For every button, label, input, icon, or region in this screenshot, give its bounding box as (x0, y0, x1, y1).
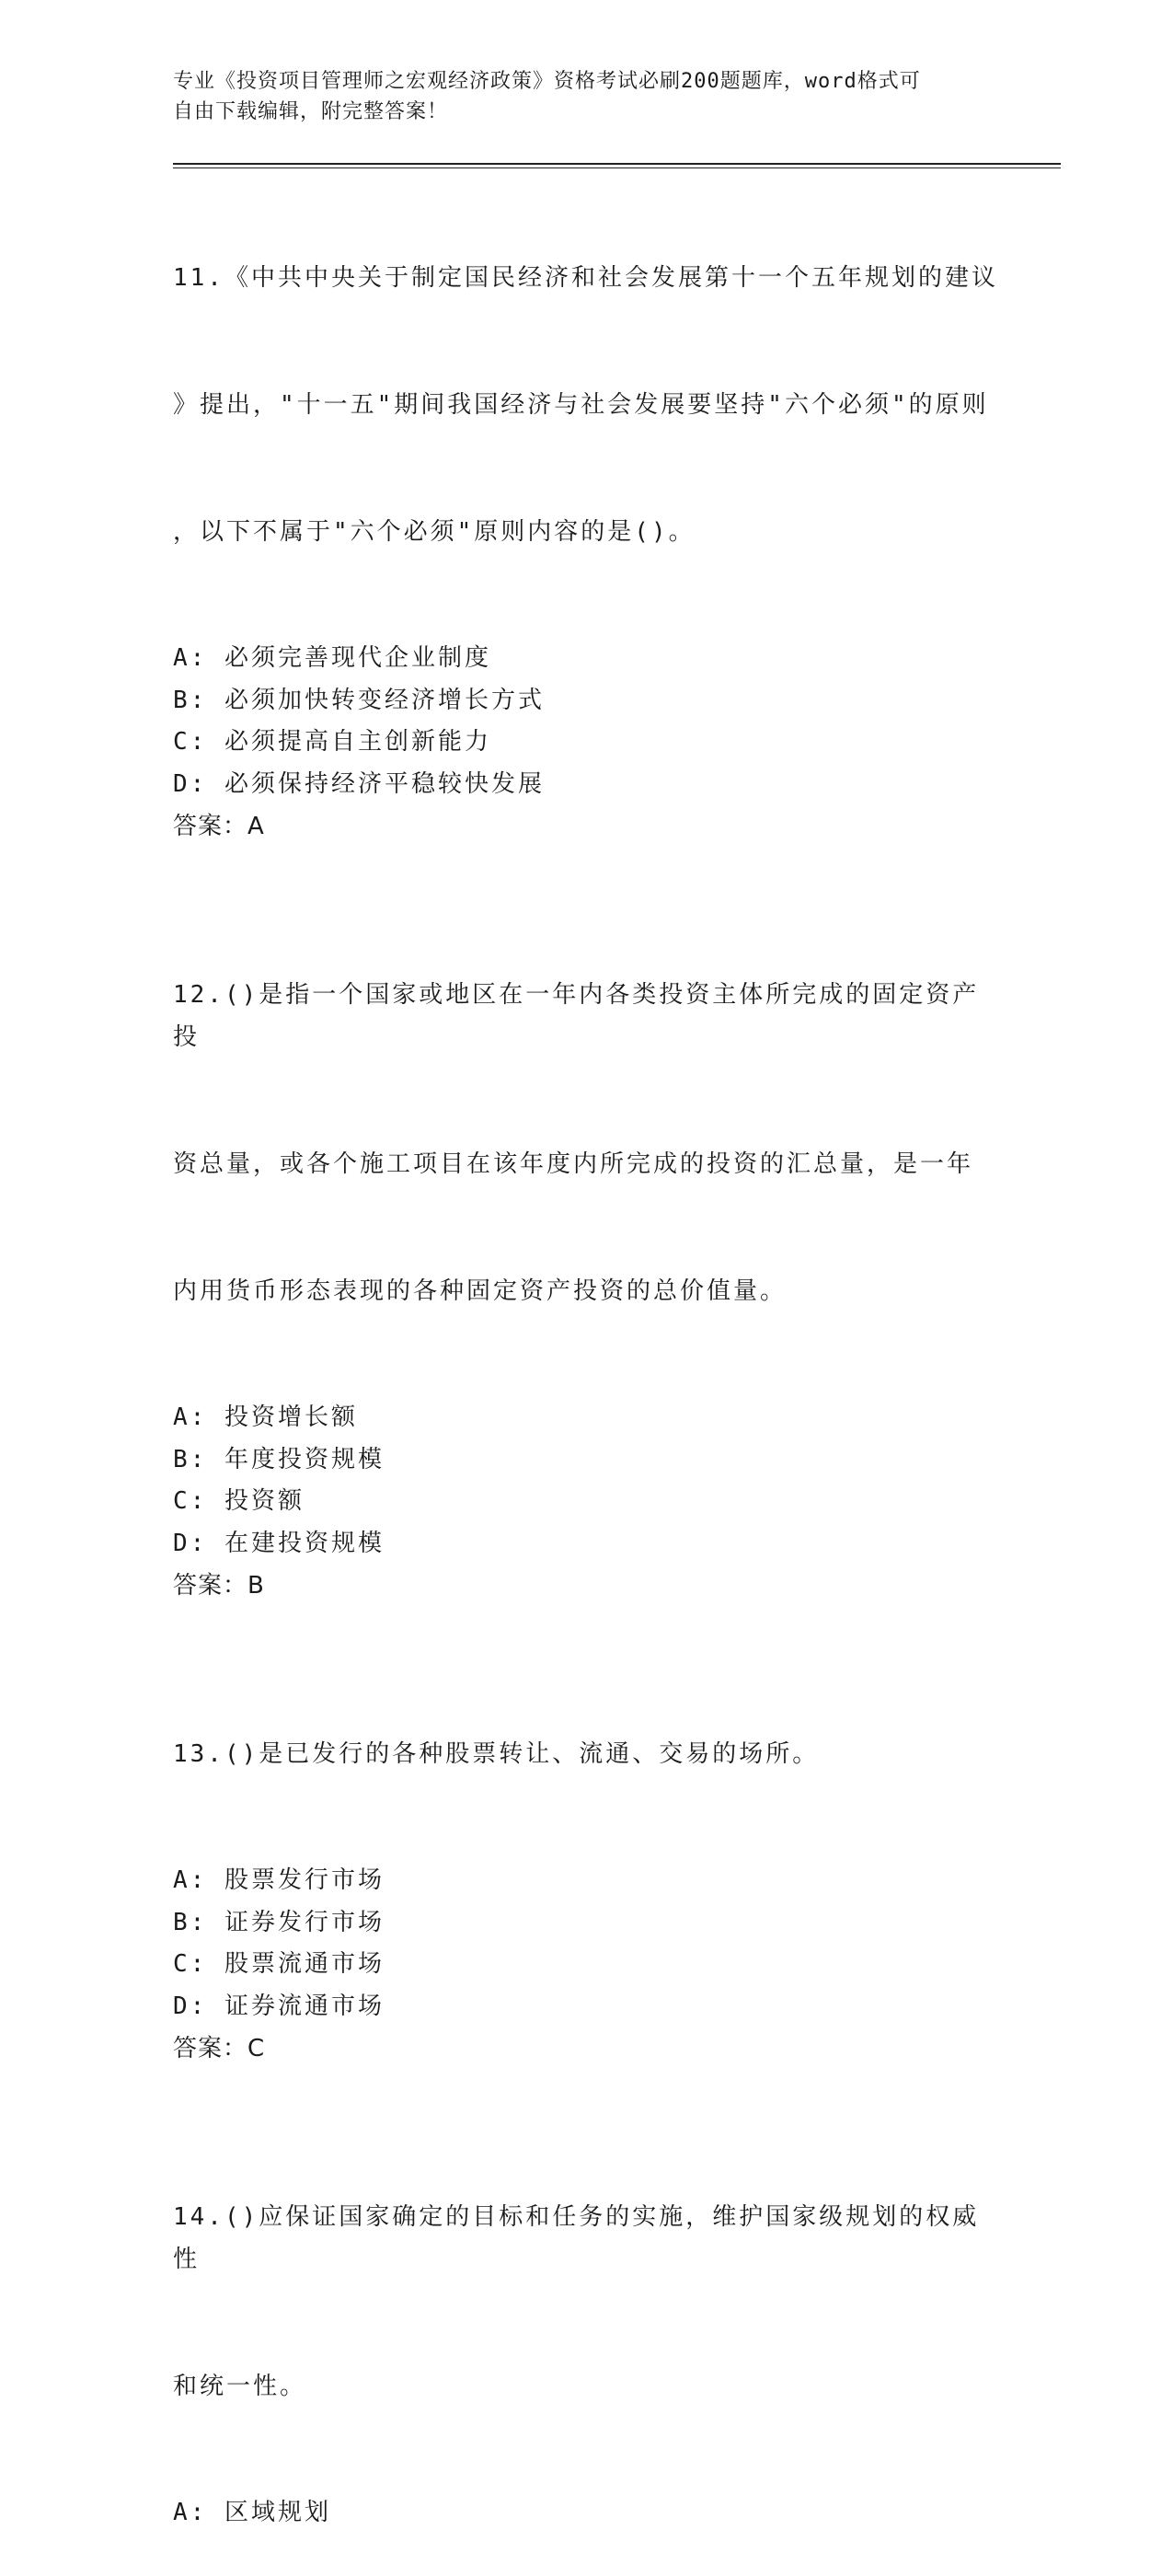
answer-line: 答案：A (173, 813, 265, 840)
answer-line: 答案：B (173, 1572, 265, 1600)
stem-line: 13.()是已发行的各种股票转让、流通、交易的场所。 (173, 1740, 820, 1768)
option-b: B: 证券发行市场 (173, 1908, 385, 1936)
question-11 (173, 172, 1001, 848)
option-a: A: 股票发行市场 (173, 1866, 385, 1894)
header-line-1: 专业《投资项目管理师之宏观经济政策》资格考试必刷200题题库，word格式可 (173, 70, 921, 93)
question-12 (173, 889, 1001, 1607)
stem-line: 和统一性。 (173, 2373, 307, 2400)
option-b: B: 必须加快转变经济增长方式 (173, 686, 545, 714)
header-divider-thin (173, 167, 1061, 168)
option-b: B: 年度投资规模 (173, 1445, 385, 1473)
question-14 (173, 2111, 1001, 2535)
stem-line: 14.()应保证国家确定的目标和任务的实施，维护国家级规划的权威性 (173, 2203, 980, 2273)
question-stem (173, 2111, 1001, 2492)
option-a: A: 投资增长额 (173, 1404, 358, 1431)
option-a: A: 区域规划 (173, 2499, 331, 2526)
stem-line: 12.()是指一个国家或地区在一年内各类投资主体所完成的固定资产投 (173, 981, 980, 1051)
question-stem (173, 172, 1001, 638)
option-a: A: 必须完善现代企业制度 (173, 644, 491, 672)
question-13 (173, 1648, 1001, 2070)
stem-line: 内用货币形态表现的各种固定资产投资的总价值量。 (173, 1277, 788, 1305)
option-c: C: 股票流通市场 (173, 1950, 385, 1978)
option-d: D: 证券流通市场 (173, 1992, 385, 2020)
document-header (173, 66, 983, 127)
stem-line: 11.《中共中央关于制定国民经济和社会发展第十一个五年规划的建议 (173, 264, 998, 292)
header-divider-thick (173, 163, 1061, 165)
question-stem (173, 889, 1001, 1397)
option-c: C: 必须提高自主创新能力 (173, 728, 491, 756)
answer-line: 答案：C (173, 2035, 266, 2062)
stem-line: 资总量，或各个施工项目在该年度内所完成的投资的汇总量，是一年 (173, 1150, 974, 1178)
header-line-2: 自由下载编辑，附完整答案！ (173, 100, 449, 123)
option-d: D: 在建投资规模 (173, 1529, 385, 1557)
question-list (173, 172, 1001, 2576)
stem-line: ，以下不属于"六个必须"原则内容的是()。 (173, 518, 696, 546)
question-stem (173, 1648, 1001, 1860)
option-c: C: 投资额 (173, 1487, 305, 1515)
option-d: D: 必须保持经济平稳较快发展 (173, 769, 545, 798)
stem-line: 》提出，"十一五"期间我国经济与社会发展要坚持"六个必须"的原则 (173, 391, 989, 419)
